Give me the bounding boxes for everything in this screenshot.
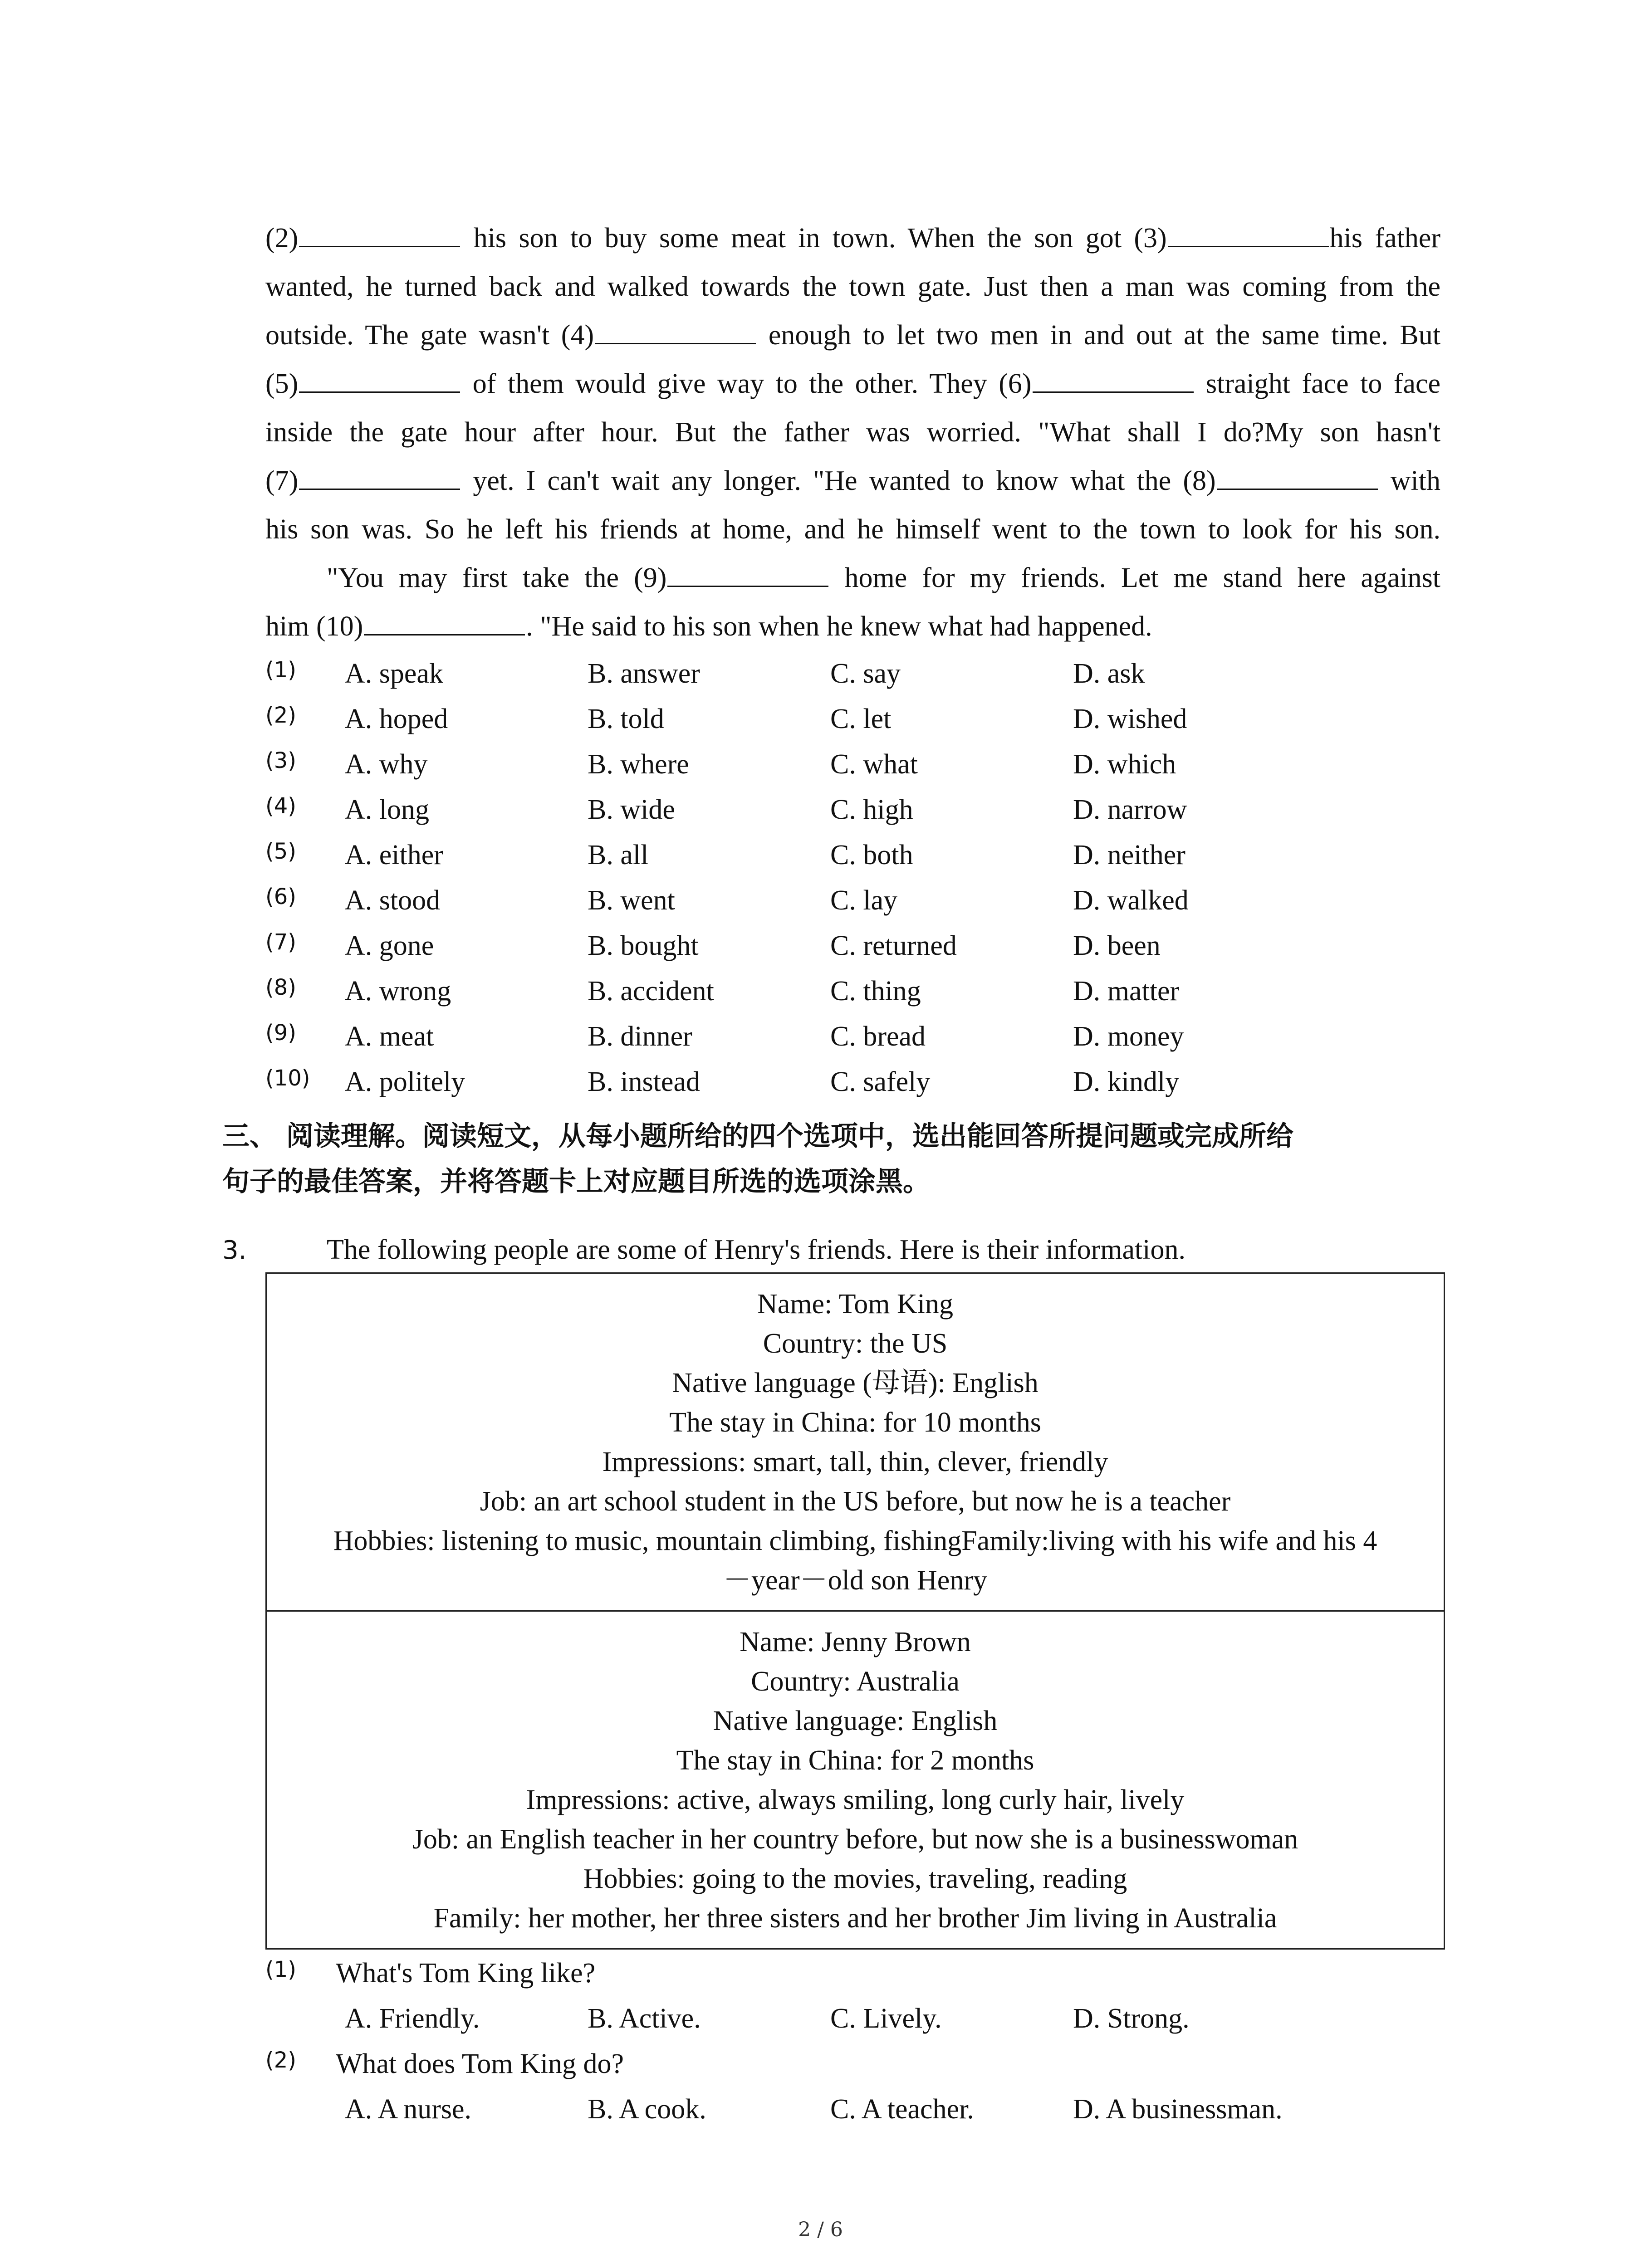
option-b[interactable]: B. instead — [588, 1066, 700, 1097]
option-b[interactable]: B. wide — [588, 794, 675, 825]
page-number: 2 / 6 — [798, 2218, 843, 2241]
info-line: The stay in China: for 2 months — [676, 1745, 1034, 1776]
passage-line: wanted, he turned back and walked towards the town gate. Just then a man was coming from the — [265, 271, 1440, 302]
info-line: Job: an English teacher in her country before, but now she is a businesswoman — [412, 1824, 1298, 1855]
option-c[interactable]: C. let — [830, 704, 892, 734]
passage-line: inside the gate hour after hour. But the father was worried. "What shall I do?My son hasn't — [265, 417, 1440, 448]
option-d[interactable]: D. kindly — [1073, 1066, 1180, 1097]
option-d[interactable]: D. wished — [1073, 704, 1187, 734]
question-number: (5) — [265, 839, 296, 864]
question-number: (3) — [265, 748, 296, 773]
option-c[interactable]: C. lay — [830, 885, 898, 916]
question-number: (2) — [265, 703, 296, 728]
passage-line: him (10) . "He said to his son when he knew what had happened. — [265, 601, 1440, 651]
option-d[interactable]: D. A businessman. — [1073, 2094, 1283, 2125]
option-b[interactable]: B. accident — [588, 976, 714, 1007]
item-number: 3. — [222, 1236, 247, 1265]
info-line: Hobbies: going to the movies, traveling, reading — [583, 1863, 1127, 1894]
option-row — [265, 651, 1445, 696]
option-d[interactable]: D. ask — [1073, 658, 1145, 689]
option-row — [265, 2087, 1445, 2132]
option-d[interactable]: D. neither — [1073, 840, 1185, 870]
option-b[interactable]: B. Active. — [588, 2003, 701, 2034]
option-a[interactable]: A. Friendly. — [345, 2003, 480, 2034]
option-row — [265, 832, 1445, 878]
option-row — [265, 923, 1445, 968]
question-number: (1) — [265, 657, 296, 683]
item-intro-text: The following people are some of Henry's friends. Here is their information. — [327, 1234, 1185, 1265]
info-line: Job: an art school student in the US before, but now he is a teacher — [480, 1486, 1231, 1517]
option-row — [265, 696, 1445, 742]
option-b[interactable]: B. answer — [588, 658, 700, 689]
answer-blank — [1217, 462, 1378, 490]
question-stem: What's Tom King like? — [336, 1958, 596, 1989]
answer-blank — [1033, 365, 1194, 393]
answer-blank — [667, 559, 828, 587]
option-a[interactable]: A. stood — [345, 885, 441, 916]
option-c[interactable]: C. say — [830, 658, 901, 689]
passage-line: "You may first take the (9) home for my friends. Let me stand here against — [327, 553, 1440, 603]
option-a[interactable]: A. meat — [345, 1021, 434, 1052]
info-line: Native language: English — [713, 1706, 998, 1736]
info-line: Impressions: active, always smiling, long curly hair, lively — [526, 1784, 1185, 1815]
question-number: (6) — [265, 884, 296, 909]
option-row — [265, 878, 1445, 923]
option-row — [265, 787, 1445, 832]
section-title-cont: 句子的最佳答案，并将答题卡上对应题目所选的选项涂黑。 — [222, 1166, 930, 1198]
option-d[interactable]: D. money — [1073, 1021, 1184, 1052]
answer-blank — [299, 220, 460, 247]
option-a[interactable]: A. either — [345, 840, 443, 870]
info-line: Country: Australia — [751, 1666, 960, 1697]
option-c[interactable]: C. safely — [830, 1066, 931, 1097]
info-line: Family: her mother, her three sisters and her brother Jim living in Australia — [433, 1903, 1277, 1934]
answer-blank — [595, 317, 756, 344]
option-b[interactable]: B. went — [588, 885, 675, 916]
question-number: (9) — [265, 1020, 296, 1046]
section-title: 三、 阅读理解。阅读短文，从每小题所给的四个选项中，选出能回答所提问题或完成所给 — [222, 1120, 1293, 1152]
question-number: (8) — [265, 975, 296, 1000]
option-a[interactable]: A. hoped — [345, 704, 448, 734]
info-line: Country: the US — [763, 1328, 948, 1359]
option-b[interactable]: B. where — [588, 749, 689, 780]
passage-line: his son was. So he left his friends at home, and he himself went to the town to look for his son. — [265, 514, 1440, 545]
info-line: Impressions: smart, tall, thin, clever, friendly — [602, 1447, 1108, 1477]
option-d[interactable]: D. which — [1073, 749, 1176, 780]
passage-line: outside. The gate wasn't (4) enough to let two men in and out at the same time. But — [265, 310, 1440, 360]
option-d[interactable]: D. been — [1073, 930, 1161, 961]
info-line: Name: Jenny Brown — [740, 1627, 971, 1657]
question-number: (10) — [265, 1066, 310, 1091]
option-d[interactable]: D. Strong. — [1073, 2003, 1190, 2034]
option-b[interactable]: B. told — [588, 704, 664, 734]
question-number: (1) — [265, 1957, 296, 1982]
option-c[interactable]: C. Lively. — [830, 2003, 942, 2034]
passage-line: (5) of them would give way to the other. They (6) straight face to face — [265, 359, 1440, 409]
info-line: Hobbies: listening to music, mountain climbing, fishingFamily:living with his wife and his 4 — [333, 1525, 1377, 1556]
option-d[interactable]: D. narrow — [1073, 794, 1187, 825]
option-a[interactable]: A. gone — [345, 930, 434, 961]
item-intro — [222, 1227, 1185, 1273]
info-line: The stay in China: for 10 months — [669, 1407, 1041, 1438]
passage-line: (7) yet. I can't wait any longer. "He wanted to know what the (8) with — [265, 456, 1440, 506]
answer-blank — [299, 365, 460, 393]
option-row — [265, 1059, 1445, 1105]
option-c[interactable]: C. A teacher. — [830, 2094, 974, 2125]
option-row — [265, 1996, 1445, 2041]
option-a[interactable]: A. speak — [345, 658, 443, 689]
info-table — [265, 1272, 1445, 1950]
option-row — [265, 968, 1445, 1014]
option-d[interactable]: D. matter — [1073, 976, 1180, 1007]
option-c[interactable]: C. both — [830, 840, 913, 870]
option-row — [265, 1014, 1445, 1059]
question-number: (7) — [265, 929, 296, 955]
option-a[interactable]: A. why — [345, 749, 428, 780]
info-card-jenny-brown — [267, 1610, 1444, 1948]
option-c[interactable]: C. returned — [830, 930, 957, 961]
option-a[interactable]: A. long — [345, 794, 429, 825]
question-number: (2) — [265, 2048, 296, 2073]
question-stem: What does Tom King do? — [336, 2048, 624, 2079]
option-b[interactable]: B. dinner — [588, 1021, 692, 1052]
info-line: Name: Tom King — [757, 1289, 953, 1320]
info-line: Native language (母语): English — [672, 1368, 1038, 1398]
answer-blank — [1168, 220, 1329, 247]
option-b[interactable]: B. all — [588, 840, 649, 870]
option-c[interactable]: C. high — [830, 794, 913, 825]
option-d[interactable]: D. walked — [1073, 885, 1189, 916]
question-number: (4) — [265, 793, 296, 819]
passage-line: (2) his son to buy some meat in town. When the son got (3) his father — [265, 213, 1440, 263]
option-b[interactable]: B. bought — [588, 930, 699, 961]
option-a[interactable]: A. politely — [345, 1066, 465, 1097]
answer-blank — [299, 462, 460, 490]
option-a[interactable]: A. A nurse. — [345, 2094, 471, 2125]
option-a[interactable]: A. wrong — [345, 976, 451, 1007]
answer-blank — [364, 608, 525, 635]
option-row — [265, 742, 1445, 787]
option-b[interactable]: B. A cook. — [588, 2094, 706, 2125]
info-card-tom-king — [267, 1274, 1444, 1610]
option-c[interactable]: C. bread — [830, 1021, 926, 1052]
option-c[interactable]: C. thing — [830, 976, 921, 1007]
info-line: －year－old son Henry — [723, 1565, 987, 1596]
option-c[interactable]: C. what — [830, 749, 918, 780]
